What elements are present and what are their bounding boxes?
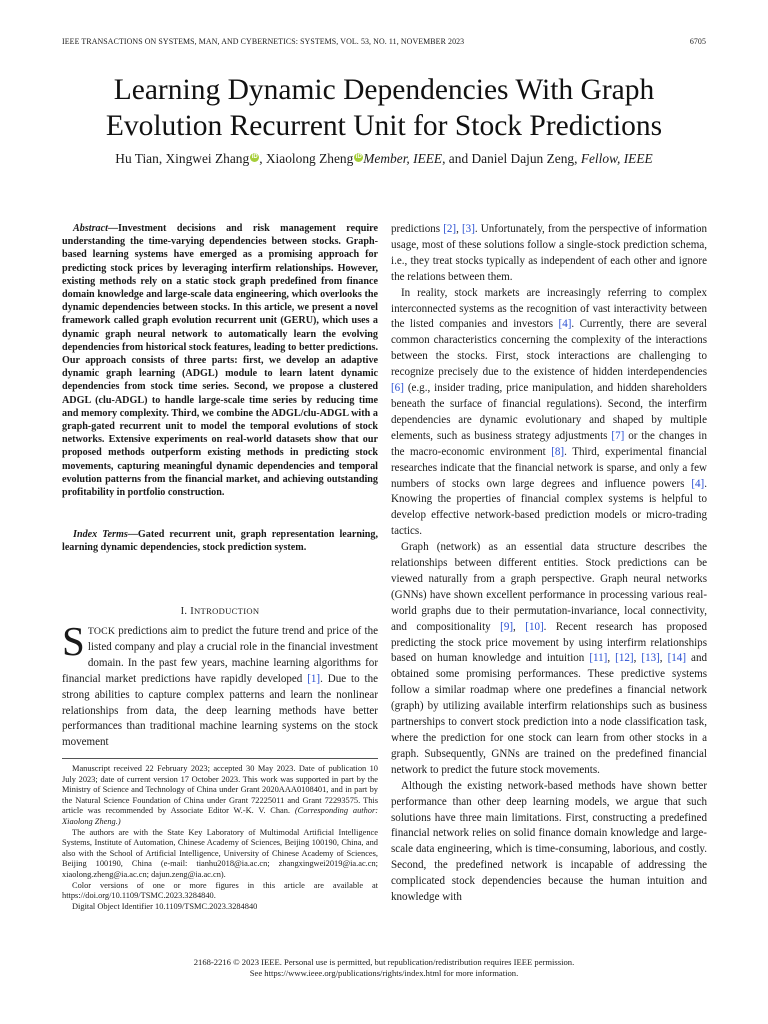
citation-link[interactable]: [3]: [462, 223, 475, 235]
copyright-line-1: 2168-2216 © 2023 IEEE. Personal use is permitted, but republication/redistribution requires IEEE permission.: [193, 957, 575, 967]
footnote-divider: [62, 758, 378, 759]
abstract-text: —Investment decisions and risk management require understanding the time-varying dependencies between stocks. Graph-based learning systems have emerged as a promising approach for predicting stock prices by leveraging interfirm relationships. However, existing methods rely on a static stock graph predefined from finance domain knowledge and large-scale data engineering, which overlooks the dynamic dependencies between stocks. In this article, we present a novel framework called graph evolution recurrent unit (GERU), which uses a dynamic graph neural network to automatically learn the evolving dependencies from historical stock features, leading to better predictions. Our approach consists of three parts: first, we develop an adaptive dynamic graph learning (ADGL) module to learn latent dynamic dependencies from stock time series. Second, we propose a clustered ADGL (clu-ADGL) to handle large-scale time series by reducing time and memory complexity. Third, we combine the ADGL/clu-ADGL with a graph-gated recurrent unit to model the temporal evolutions of stock networks. Extensive experiments on real-world datasets show that our proposed methods outperform existing methods in predicting stock movements, capturing meaningful dynamic dependencies and temporal evolution patterns from the financial market, and achieving outstanding profitability in portfolio construction.: [62, 223, 378, 499]
body-text: ,: [659, 652, 668, 665]
body-text: ,: [607, 652, 616, 665]
citation-link[interactable]: [10]: [525, 620, 544, 633]
journal-header: IEEE TRANSACTIONS ON SYSTEMS, MAN, AND CYBERNETICS: SYSTEMS, VOL. 53, NO. 11, NOVEMBER 2023: [62, 37, 465, 46]
running-head: [62, 36, 706, 48]
author-names-3: , and Daniel Dajun Zeng,: [442, 151, 581, 166]
page-number: 6705: [689, 37, 706, 46]
body-text: . Currently, there are several common characteristics concerning the complexity of the interactions between the stocks. First, stock interactions are challenging to recognize precisely due to the existence of hidden interdependencies: [391, 318, 707, 379]
citation-link[interactable]: [1]: [307, 672, 321, 685]
paper-title: [40, 72, 728, 144]
copyright-line-2: See https://www.ieee.org/publications/rights/index.html for more information.: [249, 968, 519, 978]
section-title-rest: NTRODUCTION: [194, 606, 260, 616]
body-text: Graph (network) as an essential data structure describes the relationships between different entities. Stock predictions can be viewed naturally from a graph perspective. Graph neural networks (GNNs) have shown excellent performance in processing various real-world graphs due to their permutation-invariance, local connectivity, and compositionality: [391, 541, 707, 633]
citation-link[interactable]: [7]: [611, 429, 625, 442]
body-text: ,: [633, 652, 642, 665]
citation-link[interactable]: [2]: [443, 223, 457, 235]
citation-link[interactable]: [9]: [500, 620, 514, 633]
footnote-manuscript-text: Manuscript received 22 February 2023; accepted 30 May 2023. Date of publication 10 July 2023; date of current version 17 October 2023. This work was supported in part by the Ministry of Science and Technology of China under Grant 2020AAA0108401, and in part by the Natural Science Foundation of China under Grant 72225011 and Grant 72293575. This article was recommended by Associate Editor W.-K. V. Chan.: [62, 764, 378, 816]
body-text: and obtained some promising performances. These predictive systems follow a similar roadmap where one predefines a financial network (graph) by utilizing available interfirm relationships such as business partnerships to convert stock prediction into a node classification task, where the prediction for one stock can learn from other stocks in a graph. Subsequently, GNNs are trained on the predefined financial network to predict the future stock movements.: [391, 652, 708, 776]
citation-link[interactable]: [6]: [391, 382, 404, 395]
citation-link[interactable]: [14]: [667, 652, 687, 665]
citation-link[interactable]: [8]: [551, 445, 565, 458]
footnote-doi: Digital Object Identifier 10.1109/TSMC.2023.3284840: [72, 901, 258, 911]
citation-link[interactable]: [11]: [589, 652, 608, 665]
abstract-label: Abstract: [73, 223, 108, 234]
body-text: . Unfortunately, from the perspective of information usage, most of these solutions follow a single-stock prediction schema, i.e., they treat stocks typically as independent of each other and ignore the relations between them.: [391, 223, 708, 283]
citation-link[interactable]: [4]: [558, 318, 572, 331]
orcid-icon[interactable]: iD: [355, 154, 362, 160]
citation-link[interactable]: [12]: [615, 652, 634, 665]
body-text: predictions: [391, 223, 444, 235]
body-paragraph: [391, 222, 707, 286]
body-text: ,: [456, 223, 462, 235]
body-text: (e.g., insider trading, price manipulation, and hidden shareholders beneath the surface of financial regulations). Second, the interfirm dependencies are dynamic evolutionary and shaped by multiple elements, such as business strategy adjustments: [391, 382, 707, 442]
body-text: . Third, experimental financial researches indicate that the financial network is sparse, and only a few numbers of stocks own large degrees and influence powers: [391, 445, 707, 490]
right-column: [391, 222, 707, 906]
author-grade-member: Member, IEEE: [363, 151, 443, 166]
body-text: ,: [513, 620, 526, 633]
footnote-color-versions: Color versions of one or more figures in this article are available at https://doi.org/10.1109/TSMC.2023.3284840.: [62, 880, 378, 901]
lead-caps: TOCK: [87, 626, 116, 637]
body-text: . Recent research has proposed predicting the stock price movement by using interfirm relationships based on human knowledge and intuition: [391, 620, 707, 665]
index-terms: [62, 528, 378, 554]
section-numeral: I.: [180, 606, 191, 617]
footnote-manuscript: [62, 764, 378, 828]
title-line-2: Evolution Recurrent Unit for Stock Predictions: [105, 110, 663, 142]
author-grade-fellow: Fellow, IEEE: [580, 151, 653, 166]
abstract: [62, 222, 378, 499]
section-heading: [62, 604, 378, 619]
author-names-2: , Xiaolong Zheng: [259, 151, 354, 166]
body-text: . Knowing the properties of financial complex systems is helpful to develop effective network-based prediction models or micro-trading tactics.: [391, 477, 707, 538]
footnote-affiliation: The authors are with the State Key Laboratory of Multimodal Artificial Intelligence Systems, Institute of Automation, Chinese Academy of Sciences, Beijing 100190, China, and also with the School of Artificial Intelligence, University of Chinese Academy of Sciences, Beijing 100190, China (e-mail: tianhu2018@ia.ac.cn; zhangxingwei2019@ia.ac.cn; xiaolong.zheng@ia.ac.cn; dajun.zeng@ia.ac.cn).: [62, 827, 378, 879]
body-paragraph: [391, 540, 707, 779]
body-paragraph: Although the existing network-based methods have shown better performance than other deep learning models, we argue that such solutions have three main limitations. First, constructing a predefined financial network relies on solid finance domain knowledge and large-scale data engineering, which is time-consuming, laborious, and costly. Second, the predefined network is incapable of addressing the complicated stock dependencies because the human intuition and knowledge with: [391, 779, 707, 904]
copyright-notice: [40, 957, 728, 979]
index-terms-text: —Gated recurrent unit, graph representation learning, learning dynamic dependencies, stock prediction system.: [62, 529, 378, 554]
author-list: [40, 150, 728, 168]
body-text: or the changes in the macro-economic environment: [391, 429, 707, 458]
intro-paragraph: [62, 618, 378, 751]
body-text: In reality, stock markets are increasingly referring to complex interconnected systems as the recognition of vast interactivity between the listed companies and investors: [391, 286, 707, 331]
title-line-1: Learning Dynamic Dependencies With Graph: [113, 74, 655, 106]
drop-cap: S: [62, 618, 85, 664]
citation-link[interactable]: [13]: [641, 652, 660, 665]
index-terms-label: Index Terms: [73, 529, 128, 540]
orcid-icon[interactable]: iD: [251, 154, 258, 160]
footnotes: [62, 764, 378, 912]
intro-text-b: . Due to the strong abilities to capture complex patterns and learn the nonlinear relationships from data, the deep learning methods have better performances than traditional machine learning systems on the stock movement: [62, 672, 378, 749]
author-names-1: Hu Tian, Xingwei Zhang: [115, 151, 250, 166]
intro-text-a: predictions aim to predict the future trend and price of the listed company and play a crucial role in the financial investment domain. In the past few years, machine learning algorithms for financial market predictions have rapidly developed: [62, 625, 378, 685]
body-paragraph: [391, 286, 707, 541]
corresponding-author: (Corresponding author: Xiaolong Zheng.): [62, 806, 379, 826]
citation-link[interactable]: [4]: [691, 477, 705, 490]
section-initial: I: [190, 606, 195, 617]
